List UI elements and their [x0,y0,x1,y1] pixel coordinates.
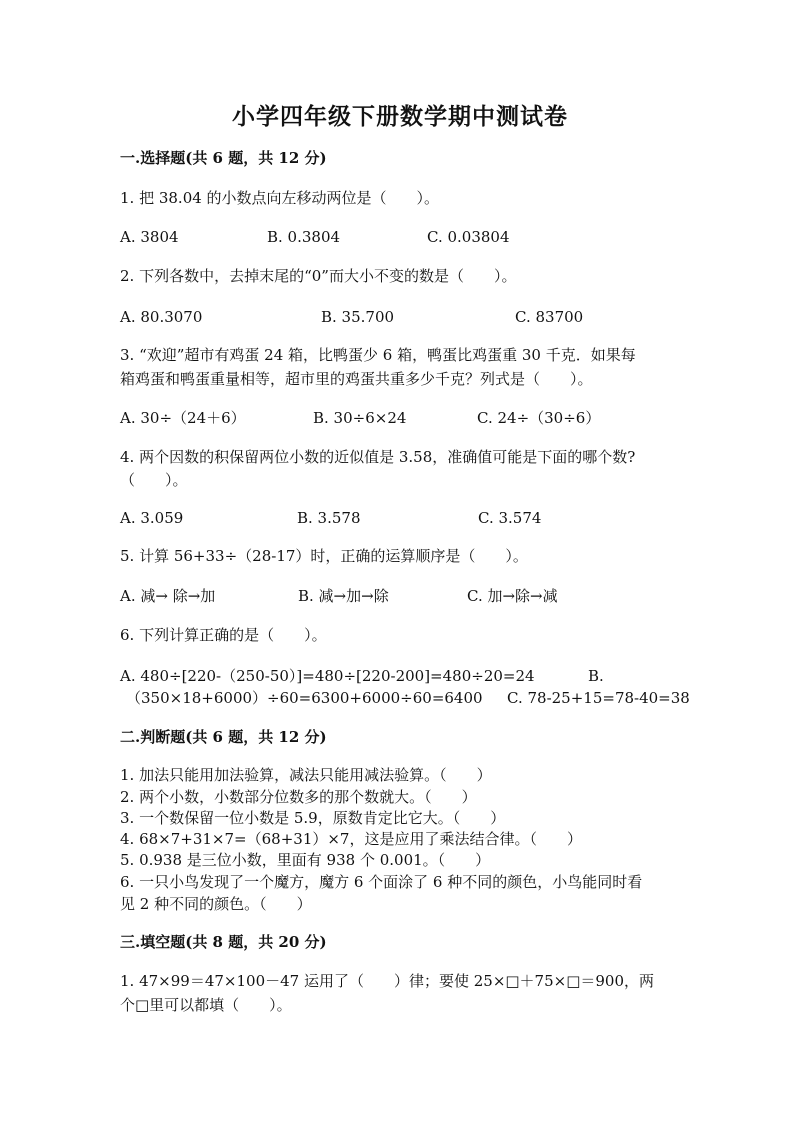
question-3-stem-line-2: 箱鸡蛋和鸭蛋重量相等，超市里的鸡蛋共重多少千克？列式是（ ）。 [120,370,593,388]
question-6-stem: 6. 下列计算正确的是（ ）。 [120,626,327,644]
judge-item-2: 2. 两个小数，小数部分位数多的那个数就大。（ ） [120,788,477,806]
question-2-option-c: C. 83700 [515,308,584,326]
question-4-stem-line-2: （ ）。 [120,471,188,489]
question-6-option-a: A. 480÷[220-（250-50）]=480÷[220-200]=480÷20=24 [120,667,535,685]
question-4-option-a: A. 3.059 [120,509,184,527]
judge-item-6-line-2: 见 2 种不同的颜色。（ ） [120,895,312,913]
judge-item-3: 3. 一个数保留一位小数是 5.9，原数肯定比它大。（ ） [120,809,506,827]
judge-item-5: 5. 0.938 是三位小数，里面有 938 个 0.001。（ ） [120,851,491,869]
question-4-option-c: C. 3.574 [478,509,542,527]
question-4-option-b: B. 3.578 [297,509,361,527]
question-6-option-c: C. 78-25+15=78-40=38 [507,689,690,707]
question-6-option-b: （350×18+6000）÷60=6300+6000÷60=6400 [126,689,483,707]
question-3-option-b: B. 30÷6×24 [313,409,407,427]
question-1-stem: 1. 把 38.04 的小数点向左移动两位是（ ）。 [120,189,440,207]
judge-item-4: 4. 68×7+31×7=（68+31）×7，这是应用了乘法结合律。（ ） [120,830,582,848]
question-3-option-c: C. 24÷（30÷6） [477,409,601,427]
section-heading-judge: 二.判断题(共 6 题，共 12 分) [120,728,327,746]
question-6-option-b-label: B. [588,667,604,685]
exam-title: 小学四年级下册数学期中测试卷 [232,103,568,130]
judge-item-6-line-1: 6. 一只小鸟发现了一个魔方，魔方 6 个面涂了 6 种不同的颜色，小鸟能同时看 [120,873,643,891]
section-heading-fill: 三.填空题(共 8 题，共 20 分) [120,933,327,951]
question-2-stem: 2. 下列各数中，去掉末尾的“0”而大小不变的数是（ ）。 [120,267,517,285]
question-5-option-b: B. 减→加→除 [298,587,389,605]
question-2-option-a: A. 80.3070 [120,308,203,326]
question-5-option-c: C. 加→除→减 [467,587,558,605]
question-1-option-b: B. 0.3804 [267,228,341,246]
judge-item-1: 1. 加法只能用加法验算，减法只能用减法验算。（ ） [120,766,492,784]
question-5-option-a: A. 减→ 除→加 [120,587,216,605]
question-2-option-b: B. 35.700 [321,308,395,326]
section-heading-choice: 一.选择题(共 6 题，共 12 分) [120,149,327,167]
question-3-stem-line-1: 3. “欢迎”超市有鸡蛋 24 箱，比鸭蛋少 6 箱，鸭蛋比鸡蛋重 30 千克．如果每 [120,346,636,364]
question-4-stem-line-1: 4. 两个因数的积保留两位小数的近似值是 3.58，准确值可能是下面的哪个数? [120,448,636,466]
question-3-option-a: A. 30÷（24＋6） [120,409,246,427]
question-1-option-a: A. 3804 [120,228,179,246]
fill-item-1-line-2: 个□里可以都填（ ）。 [120,996,292,1014]
question-1-option-c: C. 0.03804 [427,228,510,246]
question-5-stem: 5. 计算 56+33÷（28-17）时，正确的运算顺序是（ ）。 [120,547,528,565]
fill-item-1-line-1: 1. 47×99＝47×100－47 运用了（ ）律；要使 25×□＋75×□＝900，两 [120,972,655,990]
